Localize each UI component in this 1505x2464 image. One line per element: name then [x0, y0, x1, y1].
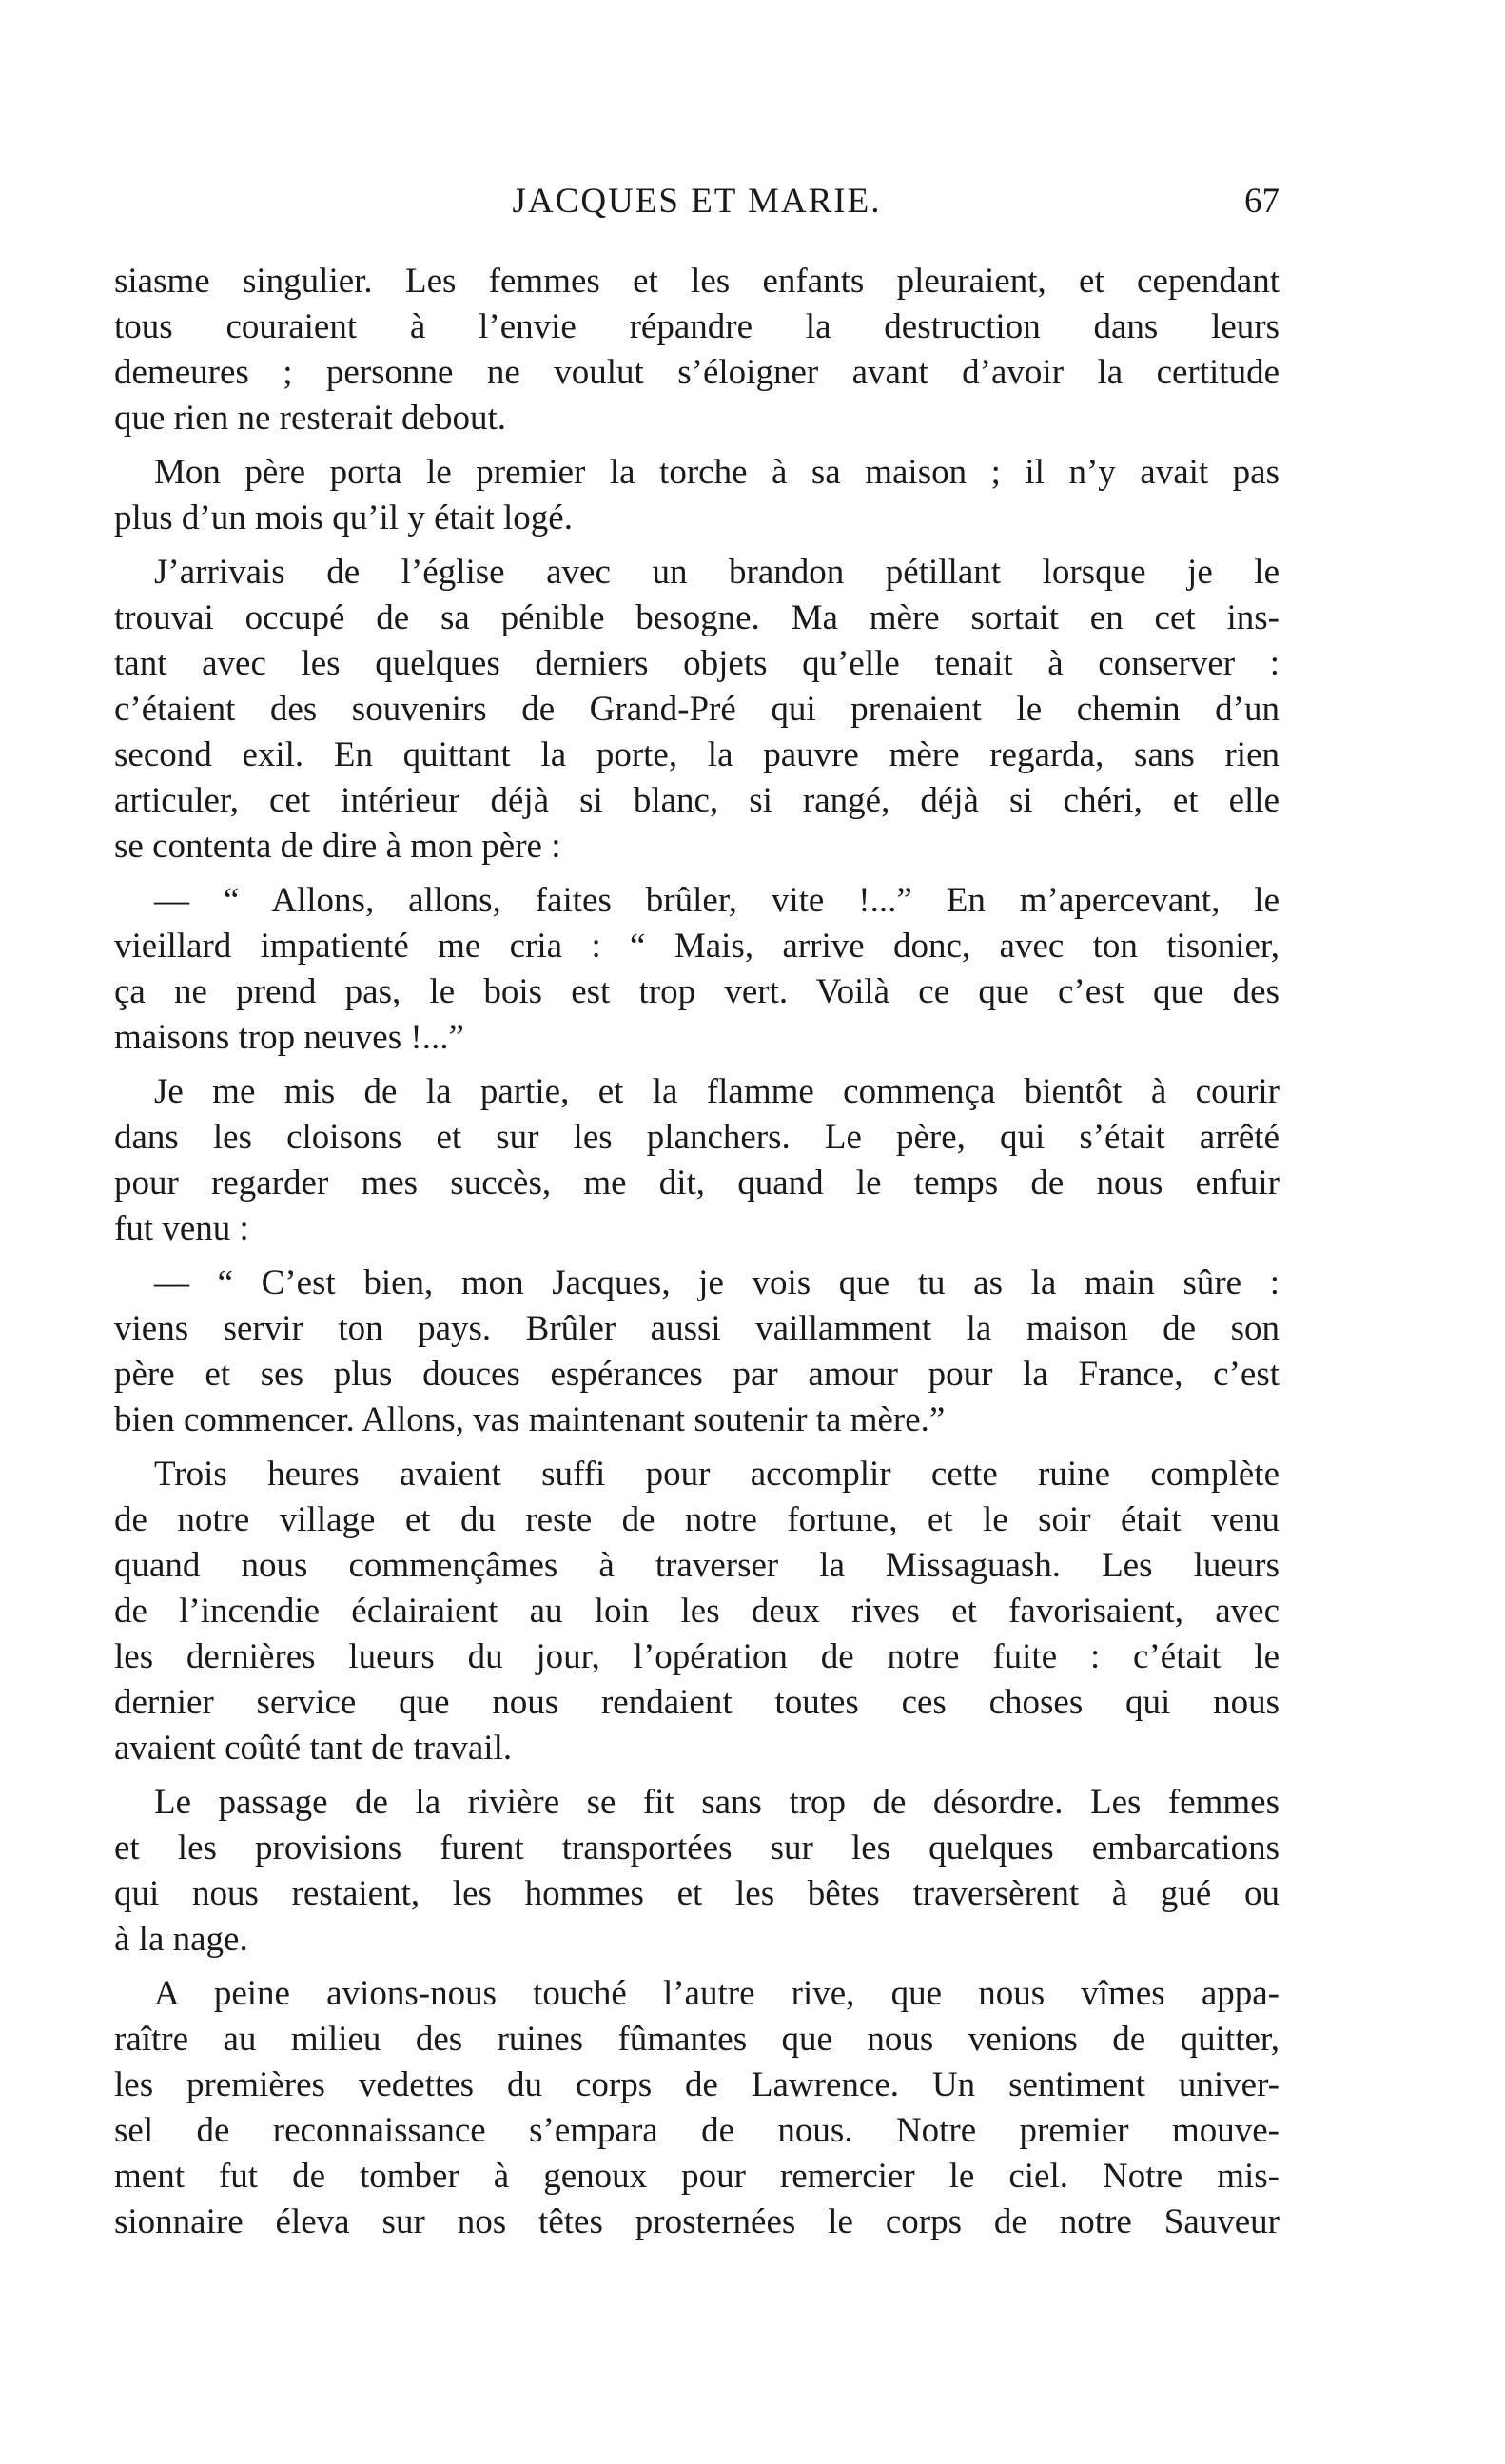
- text-line: de l’incendie éclairaient au loin les deux rives et favorisaient, avec: [114, 1592, 1280, 1631]
- text-line: tant avec les quelques derniers objets qu’elle tenait à conserver :: [114, 644, 1280, 683]
- text-line: Trois heures avaient suffi pour accomplir cette ruine complète: [154, 1455, 1280, 1494]
- text-line: A peine avions-nous touché l’autre rive, que nous vîmes appa-: [154, 1974, 1280, 2013]
- paragraph: [114, 259, 1280, 441]
- text-line: Le passage de la rivière se fit sans trop de désordre. Les femmes: [154, 1783, 1280, 1822]
- text-line: plus d’un mois qu’il y était logé.: [114, 499, 573, 538]
- text-line: à la nage.: [114, 1920, 248, 1959]
- text-line: c’étaient des souvenirs de Grand-Pré qui prenaient le chemin d’un: [114, 690, 1280, 729]
- text-line: se contenta de dire à mon père :: [114, 827, 561, 866]
- text-line: pour regarder mes succès, me dit, quand le temps de nous enfuir: [114, 1164, 1280, 1203]
- text-line: fut venu :: [114, 1209, 249, 1248]
- text-line: Mon père porta le premier la torche à sa maison ; il n’y avait pas: [154, 453, 1280, 492]
- paragraph: [114, 550, 1280, 870]
- text-line: viens servir ton pays. Brûler aussi vaillamment la maison de son: [114, 1309, 1280, 1348]
- paragraph: [114, 1971, 1280, 2245]
- text-line: les dernières lueurs du jour, l’opération de notre fuite : c’était le: [114, 1637, 1280, 1676]
- paragraph: [114, 1069, 1280, 1252]
- text-line: que rien ne resterait debout.: [114, 399, 506, 438]
- text-line: qui nous restaient, les hommes et les bêtes traversèrent à gué ou: [114, 1874, 1280, 1913]
- text-line: père et ses plus douces espérances par amour pour la France, c’est: [114, 1355, 1280, 1394]
- paragraph-gap: [114, 1061, 1280, 1069]
- text-line: bien commencer. Allons, vas maintenant soutenir ta mère.”: [114, 1400, 946, 1439]
- text-line: — “ C’est bien, mon Jacques, je vois que tu as la main sûre :: [154, 1263, 1280, 1302]
- paragraph: [114, 450, 1280, 541]
- text-line: sionnaire éleva sur nos têtes prosternées le corps de notre Sauveur: [114, 2202, 1280, 2241]
- paragraph-gap: [114, 1252, 1280, 1261]
- text-line: avaient coûté tant de travail.: [114, 1729, 513, 1768]
- text-line: J’arrivais de l’église avec un brandon pétillant lorsque je le: [154, 553, 1280, 592]
- text-line: demeures ; personne ne voulut s’éloigner avant d’avoir la certitude: [114, 353, 1280, 392]
- paragraph-gap: [114, 441, 1280, 450]
- text-line: tous couraient à l’envie répandre la destruction dans leurs: [114, 307, 1280, 346]
- text-line: sel de reconnaissance s’empara de nous. Notre premier mouve-: [114, 2111, 1280, 2150]
- text-line: les premières vedettes du corps de Lawrence. Un sentiment univer-: [114, 2065, 1280, 2104]
- paragraph-gap: [114, 1963, 1280, 1971]
- paragraph-gap: [114, 870, 1280, 878]
- body-text: [114, 259, 1280, 2245]
- text-line: Je me mis de la partie, et la flamme commença bientôt à courir: [154, 1072, 1280, 1111]
- text-line: second exil. En quittant la porte, la pauvre mère regarda, sans rien: [114, 735, 1280, 774]
- text-line: maisons trop neuves !...”: [114, 1018, 464, 1057]
- text-line: ment fut de tomber à genoux pour remercier le ciel. Notre mis-: [114, 2157, 1280, 2196]
- text-line: vieillard impatienté me cria : “ Mais, arrive donc, avec ton tisonier,: [114, 927, 1280, 966]
- running-head: JACQUES ET MARIE.: [512, 182, 882, 221]
- page-header: [114, 181, 1280, 238]
- paragraph: [114, 1780, 1280, 1963]
- text-line: quand nous commençâmes à traverser la Missaguash. Les lueurs: [114, 1546, 1280, 1585]
- text-line: raître au milieu des ruines fûmantes que nous venions de quitter,: [114, 2020, 1280, 2059]
- text-line: — “ Allons, allons, faites brûler, vite !...” En m’apercevant, le: [154, 881, 1280, 920]
- text-line: trouvai occupé de sa pénible besogne. Ma mère sortait en cet ins-: [114, 598, 1280, 637]
- paragraph: [114, 1261, 1280, 1443]
- text-line: ça ne prend pas, le bois est trop vert. Voilà ce que c’est que des: [114, 972, 1280, 1011]
- text-line: articuler, cet intérieur déjà si blanc, si rangé, déjà si chéri, et elle: [114, 781, 1280, 820]
- text-line: et les provisions furent transportées sur les quelques embarcations: [114, 1828, 1280, 1868]
- page-number: 67: [1244, 182, 1280, 221]
- text-line: siasme singulier. Les femmes et les enfants pleuraient, et cependant: [114, 262, 1280, 301]
- paragraph-gap: [114, 1443, 1280, 1452]
- paragraph: [114, 878, 1280, 1061]
- paragraph: [114, 1452, 1280, 1771]
- text-line: dernier service que nous rendaient toutes ces choses qui nous: [114, 1683, 1280, 1722]
- text-line: de notre village et du reste de notre fortune, et le soir était venu: [114, 1500, 1280, 1539]
- paragraph-gap: [114, 1771, 1280, 1780]
- paragraph-gap: [114, 541, 1280, 550]
- text-line: dans les cloisons et sur les planchers. Le père, qui s’était arrêté: [114, 1118, 1280, 1157]
